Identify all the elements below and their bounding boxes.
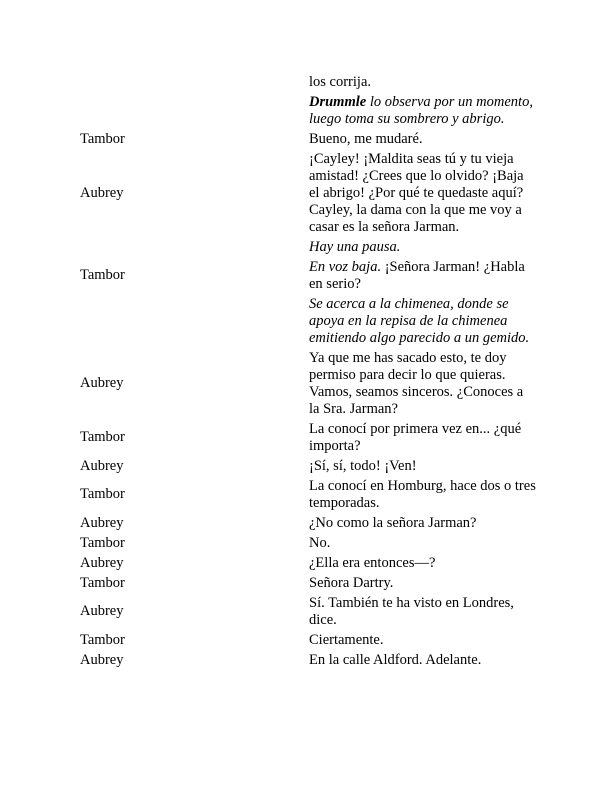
speaker-name: Aubrey bbox=[80, 603, 124, 619]
dialogue-text bbox=[309, 421, 537, 455]
dialogue-row bbox=[0, 573, 612, 593]
dialogue-text bbox=[309, 555, 537, 572]
spoken-line: Bueno, me mudaré. bbox=[309, 130, 423, 147]
dialogue-row bbox=[0, 456, 612, 476]
dialogue-row bbox=[0, 533, 612, 553]
dialogue-text bbox=[309, 575, 537, 592]
speaker-name: Tambor bbox=[80, 486, 125, 502]
dialogue-text bbox=[309, 478, 537, 512]
script-page bbox=[0, 72, 612, 670]
stage-direction: Hay una pausa. bbox=[309, 238, 401, 255]
dialogue-row bbox=[0, 92, 612, 129]
dialogue-text bbox=[309, 458, 537, 475]
dialogue-text bbox=[309, 131, 537, 148]
dialogue-row bbox=[0, 149, 612, 237]
speaker-name: Tambor bbox=[80, 574, 125, 591]
stage-direction: Drummle bbox=[309, 93, 367, 110]
stage-direction: lo observa por un momento, luego toma su sombrero y abrigo. bbox=[309, 93, 533, 127]
dialogue-row bbox=[0, 348, 612, 419]
dialogue-row bbox=[0, 650, 612, 670]
spoken-line: los corrija. bbox=[309, 73, 372, 90]
dialogue-row bbox=[0, 630, 612, 650]
spoken-line: La conocí por primera vez en... ¿qué importa? bbox=[309, 420, 522, 454]
dialogue-text bbox=[309, 259, 537, 293]
dialogue-row bbox=[0, 129, 612, 149]
speaker-name: Tambor bbox=[80, 534, 125, 551]
spoken-line: No. bbox=[309, 534, 331, 551]
speaker-name: Aubrey bbox=[80, 375, 124, 391]
spoken-line: La conocí en Homburg, hace dos o tres temporadas. bbox=[309, 477, 536, 511]
speaker-name: Aubrey bbox=[80, 184, 124, 201]
dialogue-text bbox=[309, 595, 537, 629]
spoken-line: Ya que me has sacado esto, te doy permiso para decir lo que quieras. Vamos, seamos sinceros. ¿Conoces a la Sra. Jarman? bbox=[309, 349, 524, 417]
dialogue-text bbox=[309, 151, 537, 236]
speaker-name: Aubrey bbox=[80, 554, 124, 571]
dialogue-row bbox=[0, 237, 612, 257]
speaker-name: Aubrey bbox=[80, 514, 124, 531]
spoken-line: ¡Cayley! ¡Maldita seas tú y tu vieja amistad! ¿Crees que lo olvido? ¡Baja el abrigo! ¿Por qué te quedaste aquí? Cayley, la dama con la que me voy a casar es la señora Jarman. bbox=[309, 150, 524, 235]
dialogue-text bbox=[309, 515, 537, 532]
dialogue-row bbox=[0, 553, 612, 573]
spoken-line: ¡Señora Jarman! ¿Habla en serio? bbox=[309, 258, 525, 292]
speaker-name: Tambor bbox=[80, 130, 125, 147]
dialogue-text bbox=[309, 239, 537, 256]
dialogue-text bbox=[309, 652, 537, 669]
dialogue-text bbox=[309, 94, 537, 128]
speaker-name: Aubrey bbox=[80, 651, 124, 668]
dialogue-text bbox=[309, 350, 537, 418]
dialogue-row bbox=[0, 257, 612, 294]
spoken-line: Señora Dartry. bbox=[309, 574, 394, 591]
spoken-line: ¿Ella era entonces—? bbox=[309, 554, 436, 571]
stage-direction: En voz baja. bbox=[309, 258, 382, 275]
spoken-line: ¿No como la señora Jarman? bbox=[309, 514, 477, 531]
dialogue-row bbox=[0, 476, 612, 513]
dialogue-text bbox=[309, 535, 537, 552]
spoken-line: En la calle Aldford. Adelante. bbox=[309, 651, 482, 668]
spoken-line: Sí. También te ha visto en Londres, dice. bbox=[309, 594, 514, 628]
speaker-name: Tambor bbox=[80, 429, 125, 445]
dialogue-row bbox=[0, 419, 612, 456]
speaker-name: Tambor bbox=[80, 267, 125, 283]
speaker-name: Aubrey bbox=[80, 457, 124, 474]
dialogue-row bbox=[0, 72, 612, 92]
dialogue-row bbox=[0, 513, 612, 533]
dialogue-text bbox=[309, 632, 537, 649]
dialogue-row bbox=[0, 294, 612, 348]
dialogue-row bbox=[0, 593, 612, 630]
spoken-line: Ciertamente. bbox=[309, 631, 384, 648]
speaker-name: Tambor bbox=[80, 631, 125, 648]
dialogue-text bbox=[309, 74, 537, 91]
dialogue-text bbox=[309, 296, 537, 347]
spoken-line: ¡Sí, sí, todo! ¡Ven! bbox=[309, 457, 417, 474]
stage-direction: Se acerca a la chimenea, donde se apoya en la repisa de la chimenea emitiendo algo parecido a un gemido. bbox=[309, 295, 530, 346]
